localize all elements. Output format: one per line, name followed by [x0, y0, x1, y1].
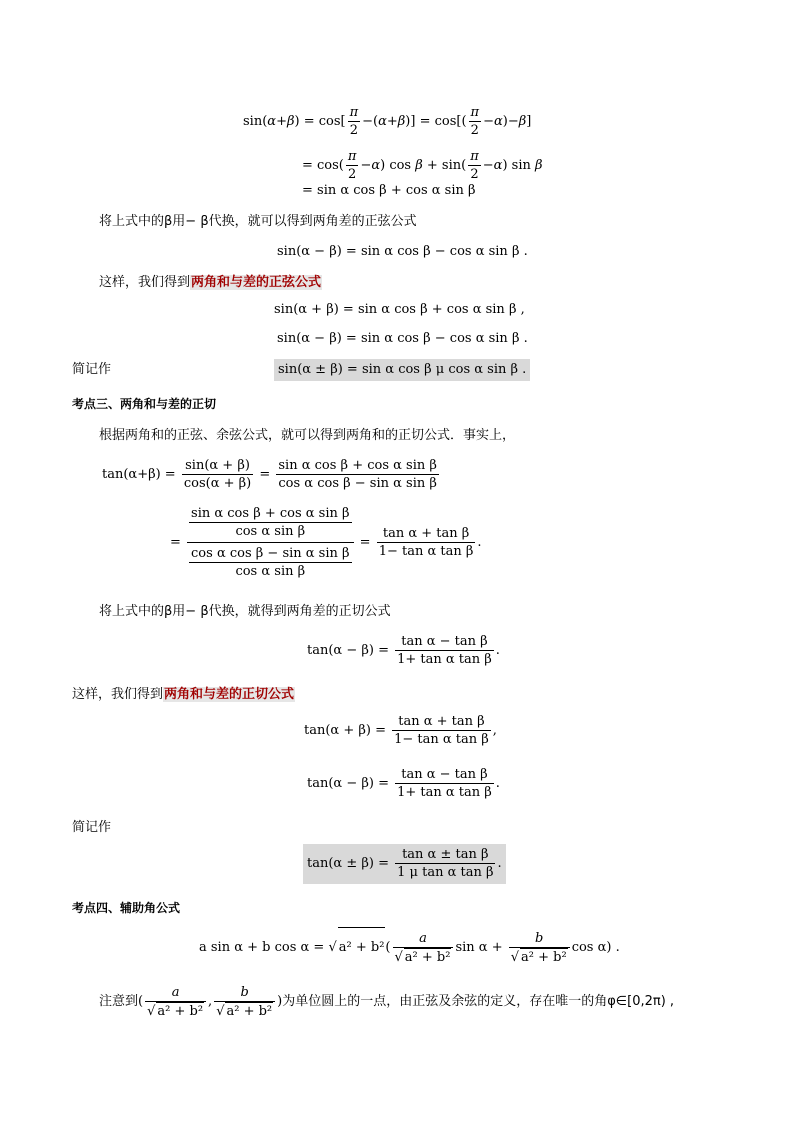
formula-auxiliary-angle: a sin α + b cos α = √ a² + b²( $\frac{a}{\text{√ a² + b²}}$ sin α + $\frac{b}{\text{√ a² + b²}}$ cos α) . — [199, 927, 620, 968]
formula-sin-sum: sin(α + β) = sin α cos β + cos α sin β , — [274, 302, 525, 317]
brief-label-sin: 简记作 — [72, 362, 112, 377]
note-prefix: 注意到 — [99, 994, 139, 1009]
note-suffix: 为单位圆上的一点，由正弦及余弦的定义，存在唯一的角φ∈[0,2π) , — [282, 994, 675, 1009]
tan-compound-fraction — [187, 505, 354, 580]
tan-derivation-fraction-1: $\frac{\sin(\alpha + \beta)}{\cos(\alpha + \beta)}$ — [183, 458, 252, 491]
highlight-sin-formula: 两角和与差的正弦公式 — [191, 275, 322, 290]
formula-sin-pm: sin(α ± β) = sin α cos β μ cos α sin β . — [274, 359, 530, 381]
heading-topic-3: 考点三、两角和与差的正切 — [72, 397, 217, 411]
paragraph-tan-intro: 根据两角和的正弦、余弦公式，就可以得到两角和的正切公式．事实上， — [99, 428, 516, 443]
formula-tan-diff: tan(α − β) = $\frac{\text{tan α − tan β}}{\text{1+ tan α tan β}}$ . — [307, 634, 500, 667]
tan-derivation-lhs: tan(α+β) = — [102, 467, 176, 482]
thus-tan-prefix: 这样，我们得到 — [72, 687, 164, 702]
brief-label-tan: 简记作 — [72, 820, 112, 835]
paragraph-note: 注意到( $\frac{a}{\text{√ a² + b²}}$ , $\frac{b}{\text{√ a² + b²}}$ )为单位圆上的一点，由正弦及余弦的定义，存在唯一的角φ∈[0,2π) , — [99, 984, 675, 1019]
paragraph-replace-sin: 将上式中的β用− β代换，就可以得到两角差的正弦公式 — [99, 214, 417, 229]
formula-tan-sum: tan(α + β) = $\frac{\text{tan α + tan β}}{\text{1− tan α tan β}}$ , — [304, 714, 497, 747]
heading-topic-4: 考点四、辅助角公式 — [72, 901, 181, 915]
formula-tan-diff-2: tan(α − β) = $\frac{\text{tan α − tan β}}{\text{1+ tan α tan β}}$ . — [307, 767, 500, 800]
paragraph-thus-tan — [72, 686, 295, 704]
tan-derivation-fraction-2: $\frac{\text{sin α cos β + cos α sin β}}{\text{cos α cos β − sin α sin β}}$ — [278, 458, 437, 491]
tan-derivation-result: $\frac{\text{tan α + tan β}}{\text{1− tan α tan β}}$ — [378, 526, 474, 559]
tan-derivation-line-2: = $\frac{\frac{\text{sin α cos β + cos α sin β}}{\text{cos α sin β}}}{\frac{\text{cos α cos β − sin α sin β}}{\text{cos α sin β}}}$ = $\frac{\text{tan α + tan β}}{\text{1− tan α tan β}}$ . — [170, 506, 482, 579]
paragraph-thus-sin — [99, 274, 322, 292]
paragraph-replace-tan: 将上式中的β用− β代换，就得到两角差的正切公式 — [99, 604, 391, 619]
tan-compound-top: $\frac{\text{sin α cos β + cos α sin β}}{\text{cos α sin β}}$ — [191, 506, 350, 539]
derivation-line-3: = sin α cos β + cos α sin β — [302, 183, 476, 198]
tan-compound-bottom: $\frac{\text{cos α cos β − sin α sin β}}{\text{cos α sin β}}$ — [191, 546, 350, 579]
highlight-tan-formula: 两角和与差的正切公式 — [164, 687, 295, 702]
thus-sin-prefix: 这样，我们得到 — [99, 275, 191, 290]
formula-sin-diff: sin(α − β) = sin α cos β − cos α sin β . — [277, 244, 528, 259]
derivation-line-2: = cos( $\frac{\pi}{2}$ −α) cos β + sin( $\frac{\pi}{2}$ −α) sin β — [302, 149, 543, 182]
derivation-line-1: sin(α+β) = cos[ $\frac{\pi}{2}$ −(α+β)] = cos[( $\frac{\pi}{2}$ −α)−β] — [243, 105, 532, 138]
tan-derivation-line-1: tan(α+β) = $\frac{\sin(\alpha + \beta)}{\cos(\alpha + \beta)}$ = $\frac{\text{sin α cos β + cos α sin β}}{\text{cos α cos β − sin α sin β}}$ — [102, 458, 437, 491]
formula-sin-diff-2: sin(α − β) = sin α cos β − cos α sin β . — [277, 331, 528, 346]
formula-tan-pm: tan(α ± β) = $\frac{\text{tan α ± tan β}}{\text{1 μ tan α tan β}}$ . — [303, 844, 506, 884]
